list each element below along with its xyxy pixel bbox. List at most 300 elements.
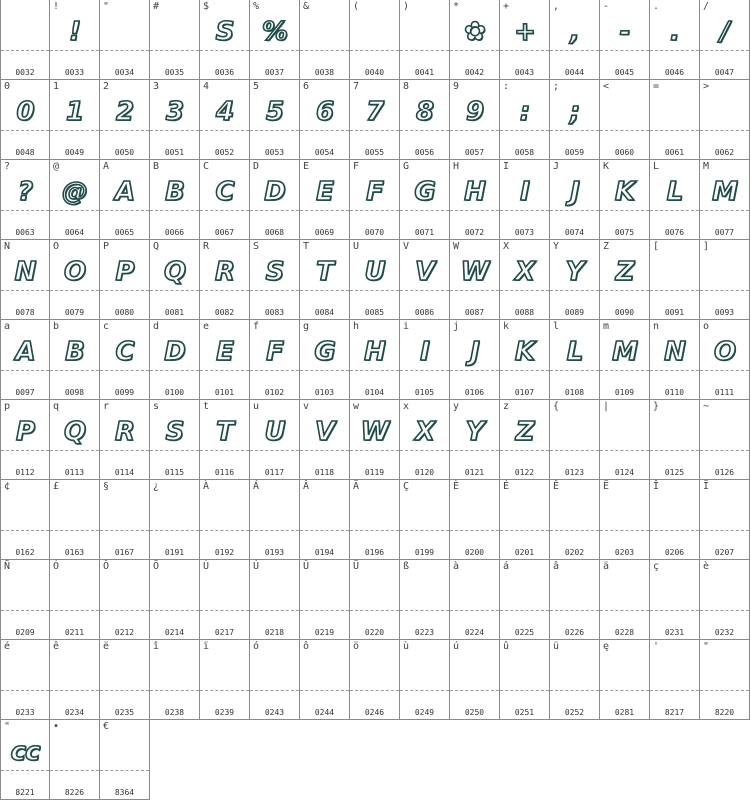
glyph-cell xyxy=(250,80,300,160)
char-code: 0041 xyxy=(414,68,435,77)
char-code: 0099 xyxy=(114,388,135,397)
glyph-sample xyxy=(250,492,299,534)
glyph-cell xyxy=(700,640,750,720)
cell-char-label: R xyxy=(203,241,210,252)
glyph-cell xyxy=(700,480,750,560)
glyph-sample: B xyxy=(165,177,184,207)
glyph-cell xyxy=(100,560,150,640)
char-code: 0105 xyxy=(414,388,435,397)
cell-char-label: ä xyxy=(603,561,610,572)
cell-char-label: û xyxy=(503,641,510,652)
cell-char-label: 2 xyxy=(103,81,110,92)
glyph-sample: O xyxy=(713,337,736,367)
char-code: 0196 xyxy=(364,548,385,557)
glyph-cell xyxy=(550,480,600,560)
cell-char-label: - xyxy=(603,1,610,12)
glyph-sample: S xyxy=(165,417,184,447)
glyph-cell xyxy=(50,480,100,560)
glyph-cell xyxy=(250,320,300,400)
glyph-sample: H xyxy=(364,337,385,367)
glyph-sample: F xyxy=(266,337,283,367)
glyph-cell xyxy=(350,160,400,240)
glyph-cell xyxy=(500,320,550,400)
glyph-cell xyxy=(100,160,150,240)
cell-char-label: Ñ xyxy=(4,561,11,572)
glyph-cell xyxy=(650,160,700,240)
glyph-cell xyxy=(100,400,150,480)
glyph-cell xyxy=(400,640,450,720)
char-code: 8217 xyxy=(664,708,685,717)
cell-char-label: Q xyxy=(153,241,160,252)
char-code: 8221 xyxy=(15,788,35,797)
glyph-sample xyxy=(450,492,499,534)
glyph-cell xyxy=(250,0,300,80)
cell-char-label: 9 xyxy=(453,81,460,92)
cell-char-label: Ü xyxy=(353,561,360,572)
char-code: 0220 xyxy=(364,628,385,637)
cell-char-label: ; xyxy=(553,81,560,92)
cell-char-label: V xyxy=(403,241,410,252)
glyph-cell xyxy=(150,80,200,160)
cell-char-label: Ú xyxy=(253,561,260,572)
char-code: 0107 xyxy=(514,388,535,397)
cell-char-label: ? xyxy=(4,161,11,172)
glyph-cell xyxy=(500,0,550,80)
cell-char-label: A xyxy=(103,161,110,172)
glyph-cell xyxy=(450,160,500,240)
glyph-sample xyxy=(700,652,749,694)
char-code: 0206 xyxy=(664,548,685,557)
glyph-sample xyxy=(650,492,699,534)
char-code: 0250 xyxy=(464,708,485,717)
char-code: 0045 xyxy=(614,68,635,77)
glyph-sample: . xyxy=(670,17,679,47)
char-code: 0192 xyxy=(214,548,235,557)
cell-char-label: . xyxy=(653,1,660,12)
char-code: 8364 xyxy=(114,788,135,797)
glyph-cell xyxy=(0,480,50,560)
glyph-cell xyxy=(100,80,150,160)
glyph-sample xyxy=(50,572,99,614)
cell-char-label: 6 xyxy=(303,81,310,92)
char-code: 0223 xyxy=(414,628,435,637)
cell-char-label: Ï xyxy=(703,481,710,492)
cell-char-label: & xyxy=(303,1,310,12)
cell-char-label: 5 xyxy=(253,81,260,92)
cell-char-label: C xyxy=(203,161,210,172)
cell-char-label: á xyxy=(503,561,510,572)
glyph-sample: 6 xyxy=(315,97,334,127)
glyph-sample xyxy=(100,652,149,694)
char-code: 0102 xyxy=(264,388,285,397)
glyph-cell xyxy=(200,80,250,160)
glyph-sample xyxy=(100,572,149,614)
glyph-cell xyxy=(200,160,250,240)
char-code: 0123 xyxy=(564,468,585,477)
glyph-cell xyxy=(700,240,750,320)
glyph-cell xyxy=(450,320,500,400)
glyph-sample: 0 xyxy=(16,97,34,127)
char-code: 0066 xyxy=(164,228,185,237)
glyph-cell xyxy=(250,160,300,240)
glyph-cell xyxy=(650,80,700,160)
char-code: 0200 xyxy=(464,548,485,557)
cell-char-label: Z xyxy=(603,241,610,252)
glyph-cell xyxy=(300,400,350,480)
glyph-cell xyxy=(650,0,700,80)
cell-char-label: ó xyxy=(253,641,260,652)
cell-char-label: h xyxy=(353,321,360,332)
glyph-cell xyxy=(500,240,550,320)
glyph-sample xyxy=(1,492,49,534)
char-code: 0089 xyxy=(564,308,585,317)
cell-char-label: w xyxy=(353,401,360,412)
glyph-cell xyxy=(50,320,100,400)
glyph-cell xyxy=(200,480,250,560)
glyph-sample: B xyxy=(65,337,84,367)
char-code: 0082 xyxy=(214,308,235,317)
char-code: 0069 xyxy=(314,228,335,237)
glyph-cell xyxy=(400,560,450,640)
glyph-cell xyxy=(50,240,100,320)
glyph-sample: D xyxy=(164,337,185,367)
cell-char-label: q xyxy=(53,401,60,412)
glyph-cell xyxy=(50,0,100,80)
char-code: 0226 xyxy=(564,628,585,637)
glyph-sample xyxy=(100,12,149,54)
glyph-cell xyxy=(450,640,500,720)
char-code: 0036 xyxy=(214,68,235,77)
cell-char-label: ) xyxy=(403,1,410,12)
glyph-cell xyxy=(0,320,50,400)
glyph-sample xyxy=(700,572,749,614)
char-code: 0090 xyxy=(614,308,635,317)
glyph-cell xyxy=(500,80,550,160)
glyph-sample: U xyxy=(364,257,385,287)
char-code: 0109 xyxy=(614,388,635,397)
cell-char-label: > xyxy=(703,81,710,92)
glyph-cell xyxy=(150,320,200,400)
glyph-cell xyxy=(300,240,350,320)
glyph-cell xyxy=(400,80,450,160)
char-code: 0212 xyxy=(114,628,135,637)
glyph-cell xyxy=(350,400,400,480)
glyph-sample: N xyxy=(14,257,36,287)
char-code: 0117 xyxy=(264,468,285,477)
cell-char-label: g xyxy=(303,321,310,332)
char-code: 0037 xyxy=(264,68,285,77)
glyph-sample: ? xyxy=(17,177,33,207)
char-code: 0281 xyxy=(614,708,635,717)
char-code: 0087 xyxy=(464,308,485,317)
cell-char-label: S xyxy=(253,241,260,252)
glyph-sample xyxy=(150,572,199,614)
glyph-sample: Z xyxy=(515,417,534,447)
cell-char-label: b xyxy=(53,321,60,332)
glyph-cell xyxy=(450,400,500,480)
cell-char-label: É xyxy=(503,481,510,492)
char-code: 0046 xyxy=(664,68,685,77)
char-code: 0104 xyxy=(364,388,385,397)
glyph-cell xyxy=(50,160,100,240)
cell-char-label: é xyxy=(4,641,11,652)
char-code: 0051 xyxy=(164,148,185,157)
char-code: 0052 xyxy=(214,148,235,157)
glyph-sample: ✿ xyxy=(464,17,485,47)
glyph-cell xyxy=(600,80,650,160)
cell-char-label: â xyxy=(553,561,560,572)
cell-char-label: j xyxy=(453,321,460,332)
cell-char-label: ! xyxy=(53,1,60,12)
glyph-sample: 4 xyxy=(215,97,234,127)
glyph-sample xyxy=(500,652,549,694)
glyph-sample: W xyxy=(360,417,389,447)
glyph-sample xyxy=(550,492,599,534)
char-code: 0035 xyxy=(164,68,185,77)
glyph-cell xyxy=(450,480,500,560)
char-code: 0244 xyxy=(314,708,335,717)
glyph-sample: I xyxy=(520,177,529,207)
glyph-cell xyxy=(700,0,750,80)
cell-char-label: H xyxy=(453,161,460,172)
cell-char-label: 4 xyxy=(203,81,210,92)
cell-char-label: Ä xyxy=(353,481,360,492)
char-code: 0054 xyxy=(314,148,335,157)
cell-char-label: Î xyxy=(653,481,660,492)
char-code: 0191 xyxy=(164,548,185,557)
cell-char-label: z xyxy=(503,401,510,412)
cell-char-label: N xyxy=(4,241,11,252)
char-code: 0080 xyxy=(114,308,135,317)
glyph-cell xyxy=(500,640,550,720)
char-code: 0103 xyxy=(314,388,335,397)
cell-char-label: [ xyxy=(653,241,660,252)
glyph-sample xyxy=(50,652,99,694)
glyph-cell xyxy=(250,400,300,480)
glyph-cell xyxy=(400,320,450,400)
glyph-sample: 2 xyxy=(115,97,134,127)
cell-char-label: ¿ xyxy=(153,481,160,492)
glyph-sample: S xyxy=(265,257,284,287)
cell-char-label: l xyxy=(553,321,560,332)
char-code: 0057 xyxy=(464,148,485,157)
cell-char-label: * xyxy=(453,1,460,12)
char-code: 0084 xyxy=(314,308,335,317)
glyph-sample: P xyxy=(115,257,134,287)
char-code: 0049 xyxy=(64,148,85,157)
glyph-sample: - xyxy=(619,17,630,47)
glyph-sample xyxy=(700,92,749,134)
cell-char-label: £ xyxy=(53,481,60,492)
glyph-cell xyxy=(0,0,50,80)
glyph-cell xyxy=(650,320,700,400)
glyph-sample xyxy=(600,92,649,134)
glyph-cell xyxy=(400,480,450,560)
char-code: 0162 xyxy=(15,548,35,557)
cell-char-label: Á xyxy=(253,481,260,492)
cell-char-label: X xyxy=(503,241,510,252)
cell-char-label: D xyxy=(253,161,260,172)
glyph-sample: 8 xyxy=(415,97,434,127)
glyph-cell xyxy=(500,560,550,640)
cell-char-label: s xyxy=(153,401,160,412)
glyph-sample xyxy=(50,492,99,534)
glyph-sample: E xyxy=(216,337,233,367)
glyph-cell xyxy=(200,400,250,480)
glyph-cell xyxy=(350,240,400,320)
cell-char-label: è xyxy=(703,561,710,572)
cell-char-label: x xyxy=(403,401,410,412)
char-code: 0252 xyxy=(564,708,585,717)
glyph-sample xyxy=(700,492,749,534)
cell-char-label: + xyxy=(503,1,510,12)
glyph-sample: 7 xyxy=(365,97,384,127)
glyph-cell xyxy=(300,160,350,240)
char-code: 0121 xyxy=(464,468,485,477)
char-code: 0055 xyxy=(364,148,385,157)
glyph-sample xyxy=(550,412,599,454)
glyph-sample: : xyxy=(519,97,530,127)
glyph-cell xyxy=(600,320,650,400)
glyph-sample xyxy=(450,652,499,694)
cell-char-label: î xyxy=(153,641,160,652)
char-code: 0110 xyxy=(664,388,685,397)
char-code: 0076 xyxy=(664,228,685,237)
glyph-cell xyxy=(550,560,600,640)
char-code: 0070 xyxy=(364,228,385,237)
char-code: 0091 xyxy=(664,308,685,317)
char-code: 0112 xyxy=(15,468,35,477)
cell-char-label: T xyxy=(303,241,310,252)
char-code: 0111 xyxy=(714,388,735,397)
char-code: 0093 xyxy=(714,308,735,317)
cell-char-label: f xyxy=(253,321,260,332)
glyph-sample xyxy=(400,572,449,614)
glyph-sample: A xyxy=(15,337,35,367)
cell-char-label: " xyxy=(4,721,11,732)
glyph-sample xyxy=(300,572,349,614)
glyph-sample: T xyxy=(316,257,333,287)
glyph-sample: 1 xyxy=(65,97,84,127)
cell-char-label: ú xyxy=(453,641,460,652)
cell-char-label: Ç xyxy=(403,481,410,492)
glyph-sample xyxy=(650,652,699,694)
char-code: 0203 xyxy=(614,548,635,557)
char-code: 8226 xyxy=(64,788,85,797)
glyph-cell xyxy=(700,560,750,640)
glyph-cell xyxy=(150,640,200,720)
cell-char-label: € xyxy=(103,721,110,732)
glyph-cell xyxy=(600,560,650,640)
glyph-cell xyxy=(200,240,250,320)
cell-char-label: 7 xyxy=(353,81,360,92)
char-code: 0118 xyxy=(314,468,335,477)
glyph-sample xyxy=(300,492,349,534)
glyph-cell xyxy=(550,160,600,240)
glyph-cell xyxy=(450,0,500,80)
glyph-sample: R xyxy=(214,257,235,287)
char-code: 0113 xyxy=(64,468,85,477)
glyph-cell xyxy=(50,400,100,480)
glyph-sample xyxy=(600,492,649,534)
cell-char-label: È xyxy=(453,481,460,492)
cell-char-label: | xyxy=(603,401,610,412)
glyph-sample xyxy=(350,492,399,534)
cell-char-label: E xyxy=(303,161,310,172)
glyph-cell xyxy=(300,640,350,720)
glyph-sample xyxy=(1,572,49,614)
cell-char-label: m xyxy=(603,321,610,332)
glyph-cell xyxy=(500,400,550,480)
cell-char-label: 8 xyxy=(403,81,410,92)
glyph-cell xyxy=(0,560,50,640)
glyph-cell xyxy=(500,160,550,240)
glyph-sample xyxy=(300,12,349,54)
cell-char-label: Ê xyxy=(553,481,560,492)
glyph-sample xyxy=(150,492,199,534)
cell-char-label: à xyxy=(453,561,460,572)
glyph-cell xyxy=(50,560,100,640)
char-code: 0061 xyxy=(664,148,685,157)
cell-char-label: K xyxy=(603,161,610,172)
glyph-sample: M xyxy=(612,337,637,367)
char-code: 0251 xyxy=(514,708,535,717)
glyph-sample xyxy=(100,492,149,534)
glyph-sample xyxy=(350,12,399,54)
glyph-sample: D xyxy=(264,177,285,207)
glyph-cell xyxy=(350,640,400,720)
char-code: 0047 xyxy=(714,68,735,77)
cell-char-label: • xyxy=(53,721,60,732)
glyph-cell xyxy=(350,0,400,80)
glyph-sample: V xyxy=(314,417,335,447)
cell-char-label: < xyxy=(603,81,610,92)
char-code: 0199 xyxy=(414,548,435,557)
cell-char-label: y xyxy=(453,401,460,412)
glyph-sample: % xyxy=(261,17,288,47)
char-code: 0249 xyxy=(414,708,435,717)
cell-char-label: , xyxy=(553,1,560,12)
cell-char-label: " xyxy=(703,641,710,652)
glyph-cell xyxy=(200,560,250,640)
glyph-cell xyxy=(200,0,250,80)
glyph-sample xyxy=(650,252,699,294)
cell-char-label: Ë xyxy=(603,481,610,492)
char-code: 0228 xyxy=(614,628,635,637)
glyph-cell xyxy=(700,160,750,240)
cell-char-label: B xyxy=(153,161,160,172)
glyph-cell xyxy=(400,240,450,320)
glyph-cell xyxy=(550,320,600,400)
char-code: 0059 xyxy=(564,148,585,157)
glyph-cell xyxy=(650,640,700,720)
glyph-sample: W xyxy=(460,257,489,287)
glyph-cell xyxy=(200,640,250,720)
glyph-sample: Y xyxy=(565,257,584,287)
glyph-sample: 5 xyxy=(265,97,284,127)
glyph-sample: O xyxy=(63,257,86,287)
char-code: 0079 xyxy=(64,308,85,317)
glyph-cell xyxy=(150,480,200,560)
char-code: 0075 xyxy=(614,228,635,237)
char-code: 0043 xyxy=(514,68,535,77)
cell-char-label: 3 xyxy=(153,81,160,92)
char-code: 0167 xyxy=(114,548,135,557)
glyph-sample: Q xyxy=(63,417,86,447)
glyph-sample: G xyxy=(414,177,435,207)
glyph-cell xyxy=(550,240,600,320)
glyph-cell xyxy=(400,400,450,480)
